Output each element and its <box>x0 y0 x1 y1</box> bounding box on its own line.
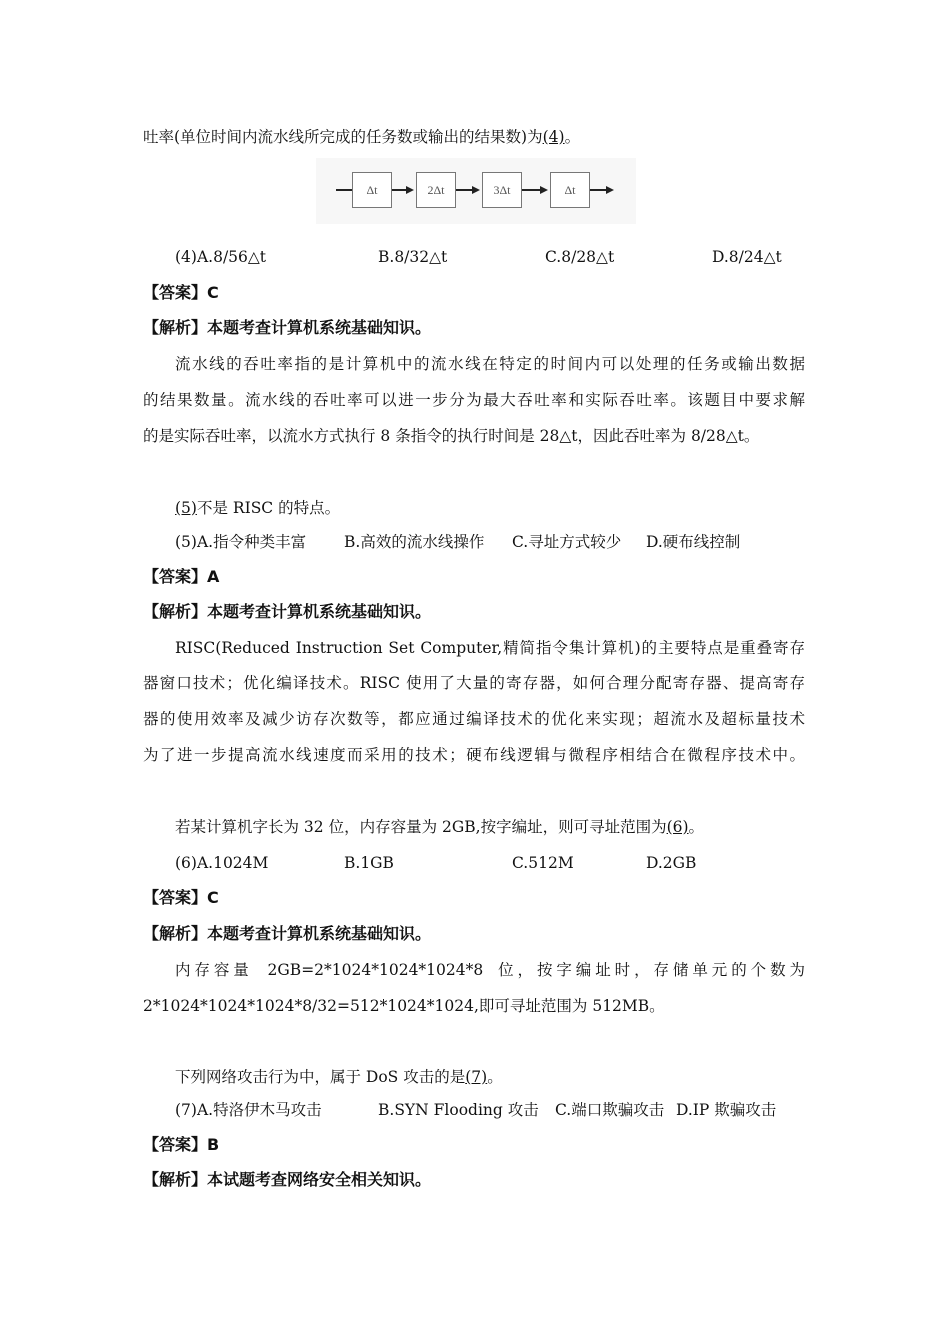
analysis-line: 流水线的吞吐率指的是计算机中的流水线在特定的时间内可以处理的任务或输出数据 <box>175 355 805 373</box>
stem-text: 下列网络攻击行为中，属于 DoS 攻击的是 <box>175 1068 466 1086</box>
q7-stem <box>175 1067 805 1087</box>
option-d: D.硬布线控制 <box>646 533 741 551</box>
blank: (7) <box>465 1068 488 1086</box>
option-b: B.高效的流水线操作 <box>344 533 485 551</box>
stem-text: 吐率(单位时间内流水线所完成的任务数或输出的结果数)为 <box>143 128 543 146</box>
option-a: (6)A.1024M <box>175 854 269 872</box>
option-b: B.1GB <box>344 854 394 872</box>
option-d: D.8/24△t <box>712 248 782 266</box>
blank: (4) <box>542 128 565 146</box>
analysis-title: 【解析】本题考查计算机系统基础知识。 <box>143 318 432 337</box>
arrow-icon <box>456 189 478 191</box>
analysis-line: 的是实际吞吐率，以流水方式执行 8 条指令的执行时间是 28△t，因此吞吐率为 8/28△t。 <box>143 427 760 445</box>
q5-stem <box>175 498 805 518</box>
option-d: D.IP 欺骗攻击 <box>676 1101 777 1119</box>
analysis-line: RISC(Reduced Instruction Set Computer,精简指令集计算机)的主要特点是重叠寄存 <box>175 639 805 657</box>
analysis-title: 【解析】本题考查计算机系统基础知识。 <box>143 924 432 943</box>
stem-text: 。 <box>487 1068 503 1086</box>
analysis-title: 【解析】本试题考查网络安全相关知识。 <box>143 1170 432 1189</box>
option-b: B.SYN Flooding 攻击 <box>378 1101 539 1119</box>
option-a: (4)A.8/56△t <box>175 248 267 266</box>
blank: (6) <box>666 818 689 836</box>
option-c: C.512M <box>512 854 574 872</box>
option-c: C.端口欺骗攻击 <box>555 1101 665 1119</box>
q4-stem <box>143 127 805 147</box>
analysis-line: 器的使用效率及减少访存次数等，都应通过编译技术的优化来实现；超流水及超标量技术 <box>143 710 805 728</box>
analysis-line: 的结果数量。流水线的吞吐率可以进一步分为最大吞吐率和实际吞吐率。该题目中要求解 <box>143 391 805 409</box>
stem-text: 若某计算机字长为 32 位，内存容量为 2GB,按字编址，则可寻址范围为 <box>175 818 667 836</box>
option-c: C.寻址方式较少 <box>512 533 622 551</box>
answer: 【答案】C <box>143 283 219 302</box>
analysis-line: 器窗口技术；优化编译技术。RISC 使用了大量的寄存器，如何合理分配寄存器、提高寄存 <box>143 674 805 692</box>
stage-box: Δt <box>352 172 392 208</box>
stage-box: Δt <box>550 172 590 208</box>
answer: 【答案】A <box>143 567 220 586</box>
analysis-line: 2*1024*1024*1024*8/32=512*1024*1024,即可寻址范围为 512MB。 <box>143 997 665 1015</box>
analysis-line: 内存容量 2GB=2*1024*1024*1024*8 位，按字编址时，存储单元的个数为 <box>175 961 805 979</box>
option-a: (5)A.指令种类丰富 <box>175 533 307 551</box>
option-a: (7)A.特洛伊木马攻击 <box>175 1101 322 1119</box>
option-c: C.8/28△t <box>545 248 615 266</box>
blank: (5) <box>175 499 197 517</box>
analysis-line: 为了进一步提高流水线速度而采用的技术；硬布线逻辑与微程序相结合在微程序技术中。 <box>143 746 805 764</box>
stem-text: 不是 RISC 的特点。 <box>196 499 341 517</box>
answer: 【答案】C <box>143 888 219 907</box>
pipeline-diagram <box>316 158 636 224</box>
arrow-icon <box>392 189 412 191</box>
stage-box: 3Δt <box>482 172 522 208</box>
q6-stem <box>175 817 805 837</box>
answer: 【答案】B <box>143 1135 220 1154</box>
arrow-icon <box>590 189 612 191</box>
option-d: D.2GB <box>646 854 697 872</box>
arrow-icon <box>522 189 546 191</box>
analysis-title: 【解析】本题考查计算机系统基础知识。 <box>143 602 432 621</box>
option-b: B.8/32△t <box>378 248 448 266</box>
stage-box: 2Δt <box>416 172 456 208</box>
stem-text: 。 <box>564 128 581 146</box>
stem-text: 。 <box>688 818 705 836</box>
